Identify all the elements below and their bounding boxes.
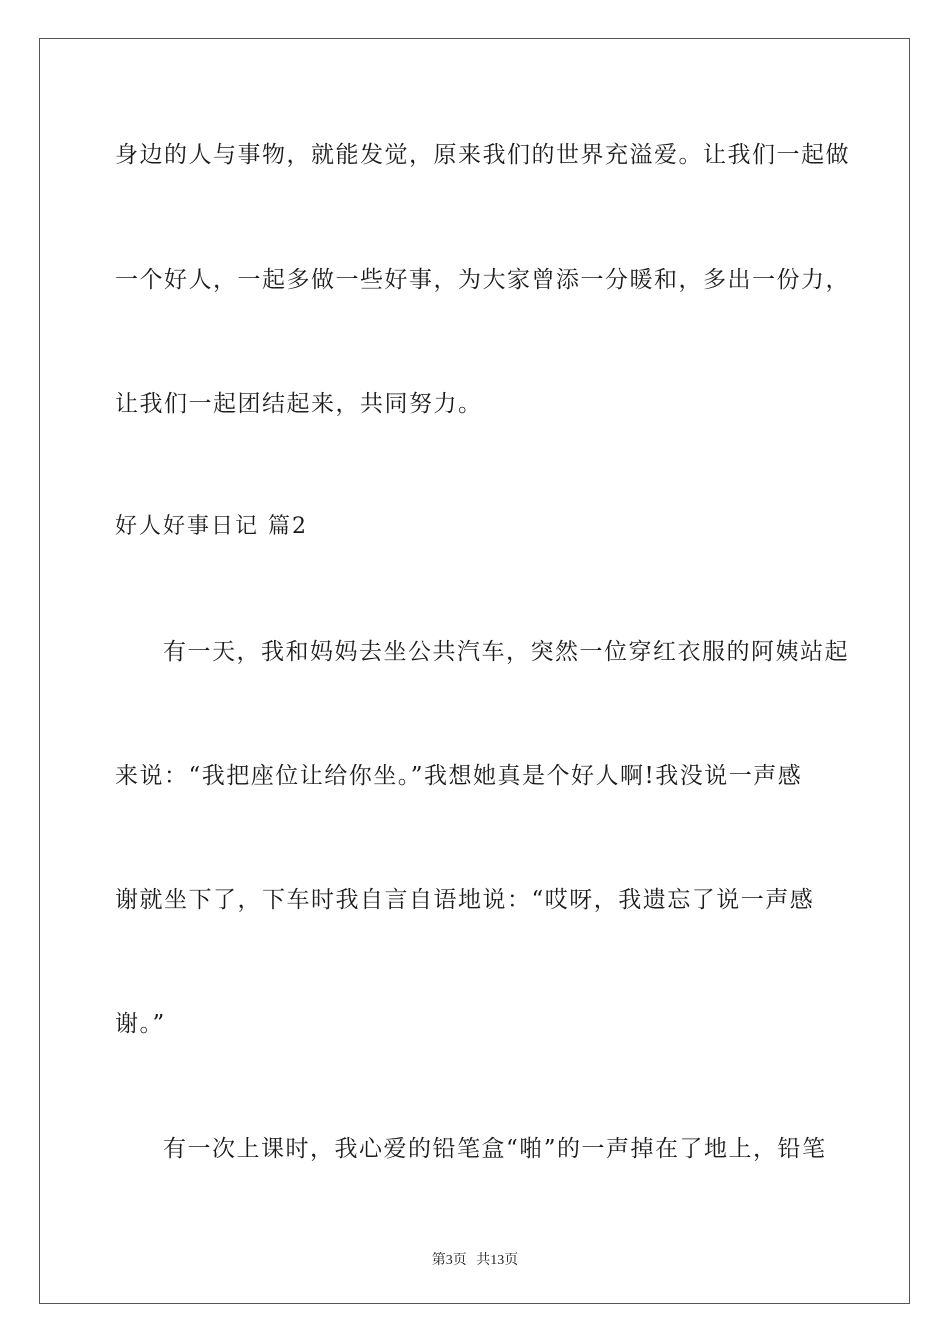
page-number: 第3页 (431, 1253, 467, 1268)
paragraph-line: 身边的人与事物，就能发觉，原来我们的世界充溢爱。让我们一起做 (115, 142, 850, 168)
page-total: 共13页 (476, 1253, 519, 1268)
paragraph-line: 谢就坐下了，下车时我自言自语地说：“哎呀，我遗忘了说一声感 (115, 887, 815, 913)
paragraph-line: 有一次上课时，我心爱的铅笔盒“啪”的一声掉在了地上，铅笔 (163, 1136, 827, 1162)
paragraph-line: 让我们一起团结起来，共同努力。 (115, 391, 483, 417)
page-footer (0, 1249, 950, 1269)
paragraph-line: 一个好人，一起多做一些好事，为大家曾添一分暖和，多出一份力， (115, 267, 850, 293)
paragraph-line: 来说：“我把座位让给你坐。”我想她真是个好人啊!我没说一声感 (115, 763, 803, 789)
paragraph-line: 有一天，我和妈妈去坐公共汽车，突然一位穿红衣服的阿姨站起 (163, 639, 849, 665)
section-heading: 好人好事日记 篇2 (115, 514, 308, 539)
page-border (39, 38, 910, 1304)
paragraph-line: 谢。” (115, 1011, 166, 1037)
